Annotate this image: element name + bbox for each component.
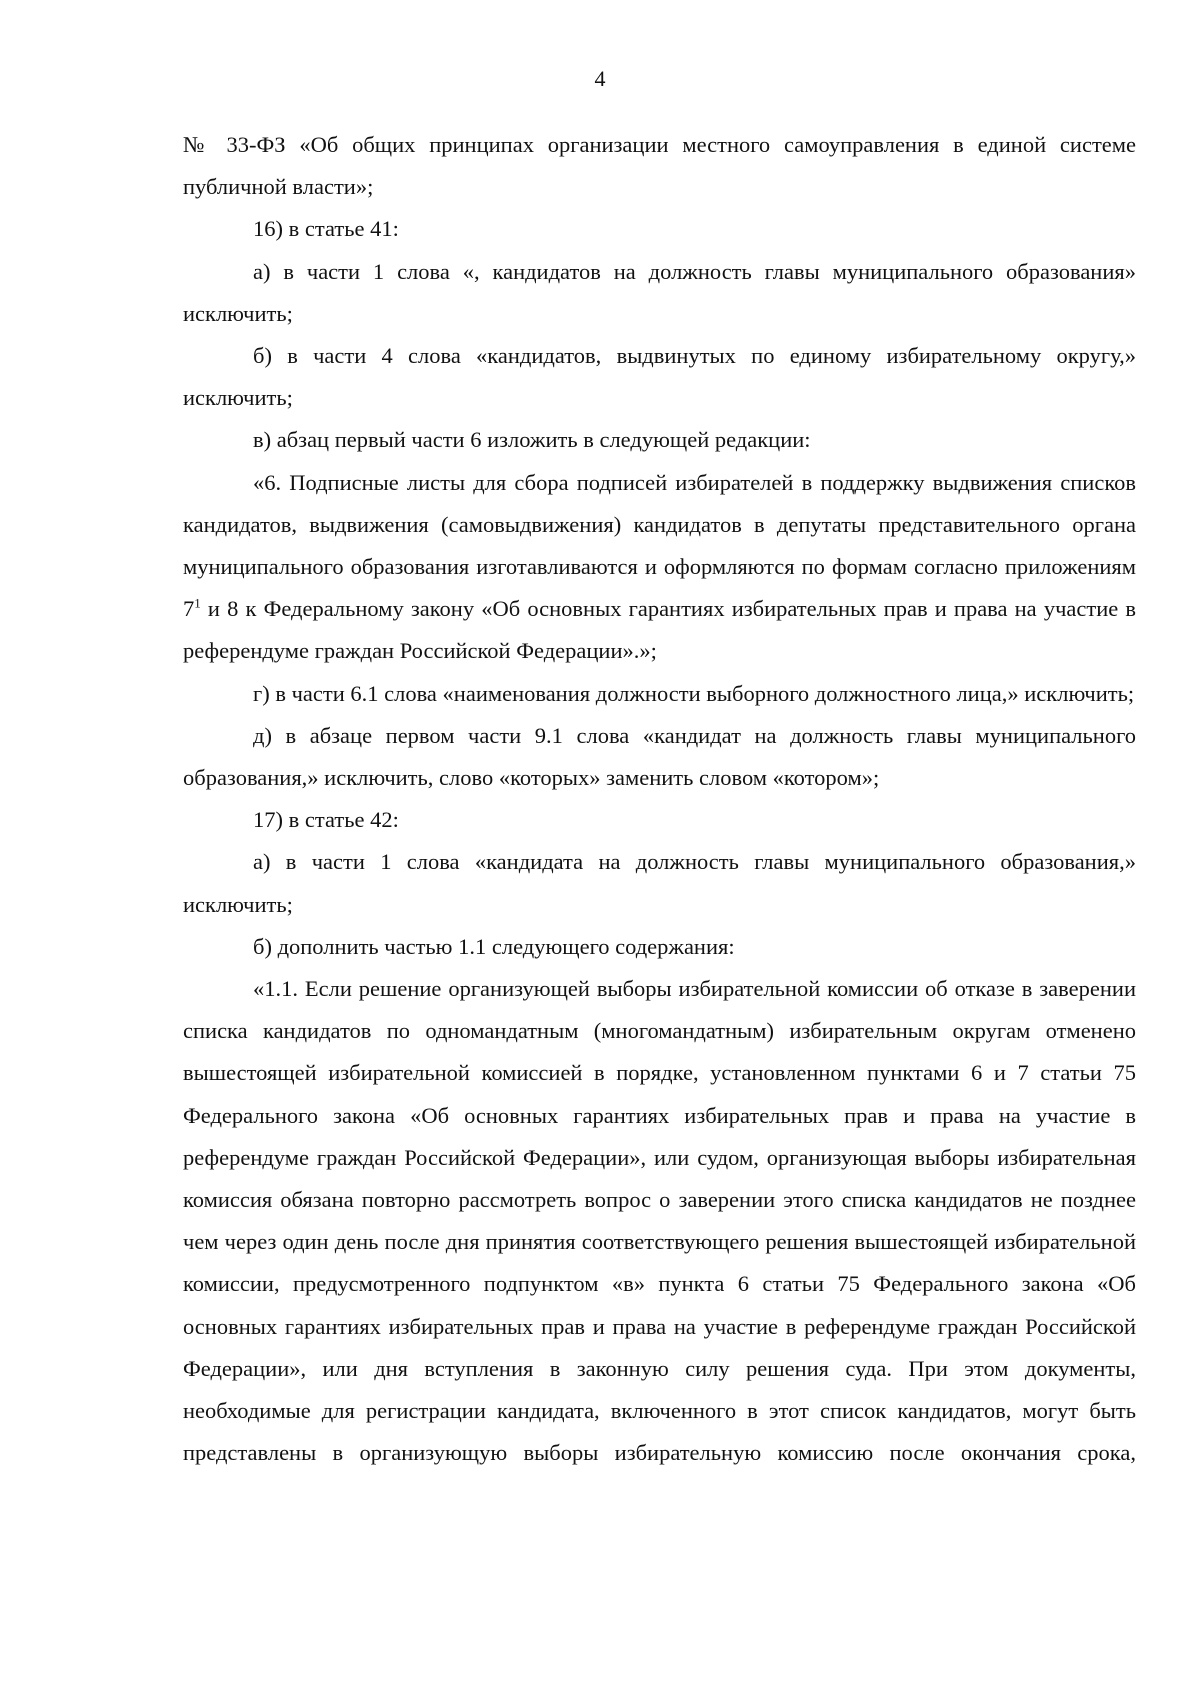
part-6-text-before: «6. Подписные листы для сбора подписей избирателей в поддержку выдвижения списков кандидатов, выдвижения (самовыдвижения) кандидатов в депутаты представительного органа муниципального образования изготавливаются и оформляются по формам согласно приложениям 7: [183, 469, 1136, 622]
paragraph-17-a: а) в части 1 слова «кандидата на должность главы муниципального образования,» исключить;: [183, 849, 1136, 917]
part-6-text-after: и 8 к Федеральному закону «Об основных гарантиях избирательных прав и права на участие в референдуме граждан Российской Федерации».»;: [183, 596, 1136, 664]
paragraph-item-17: 17) в статье 42:: [253, 807, 399, 833]
superscript-mark: 1: [194, 595, 201, 611]
paragraph-16-v: в) абзац первый части 6 изложить в следующей редакции:: [253, 427, 811, 453]
document-body: [183, 124, 1136, 1475]
paragraph-part-1-1-text: «1.1. Если решение организующей выборы избирательной комиссии об отказе в заверении списка кандидатов по одномандатным (многомандатным) избирательным округам отменено вышестоящей избирательной комиссией в порядке, установленном пунктами 6 и 7 статьи 75 Федерального закона «Об основных гарантиях избирательных прав и права на участие в референдуме граждан Российской Федерации», или судом, организующая выборы избирательная комиссия обязана повторно рассмотреть вопрос о заверении этого списка кандидатов не позднее чем через один день после дня принятия соответствующего решения вышестоящей избирательной комиссии, предусмотренного подпунктом «в» пункта 6 статьи 75 Федерального закона «Об основных гарантиях избирательных прав и права на участие в референдуме граждан Российской Федерации», или дня вступления в законную силу решения суда. При этом документы, необходимые для регистрации кандидата, включенного в этот список кандидатов, могут быть представлены в организующую выборы избирательную комиссию после окончания срока,: [183, 976, 1136, 1466]
paragraph-16-a: а) в части 1 слова «, кандидатов на должность главы муниципального образования» исключить;: [183, 258, 1136, 326]
paragraph-16-b: б) в части 4 слова «кандидатов, выдвинутых по единому избирательному округу,» исключить;: [183, 343, 1136, 411]
paragraph-item-16: 16) в статье 41:: [253, 216, 399, 242]
page-number: 4: [594, 66, 606, 91]
paragraph-16-g: г) в части 6.1 слова «наименования должности выборного должностного лица,» исключить;: [253, 680, 1135, 706]
paragraph-17-b: б) дополнить частью 1.1 следующего содержания:: [253, 933, 735, 959]
paragraph-law-title: № 33-ФЗ «Об общих принципах организации местного самоуправления в единой системе публичной власти»;: [183, 132, 1136, 200]
paragraph-part-6-text: [183, 462, 1136, 673]
paragraph-16-d: д) в абзаце первом части 9.1 слова «кандидат на должность главы муниципального образования,» исключить, слово «которых» заменить словом «котором»;: [183, 722, 1136, 791]
